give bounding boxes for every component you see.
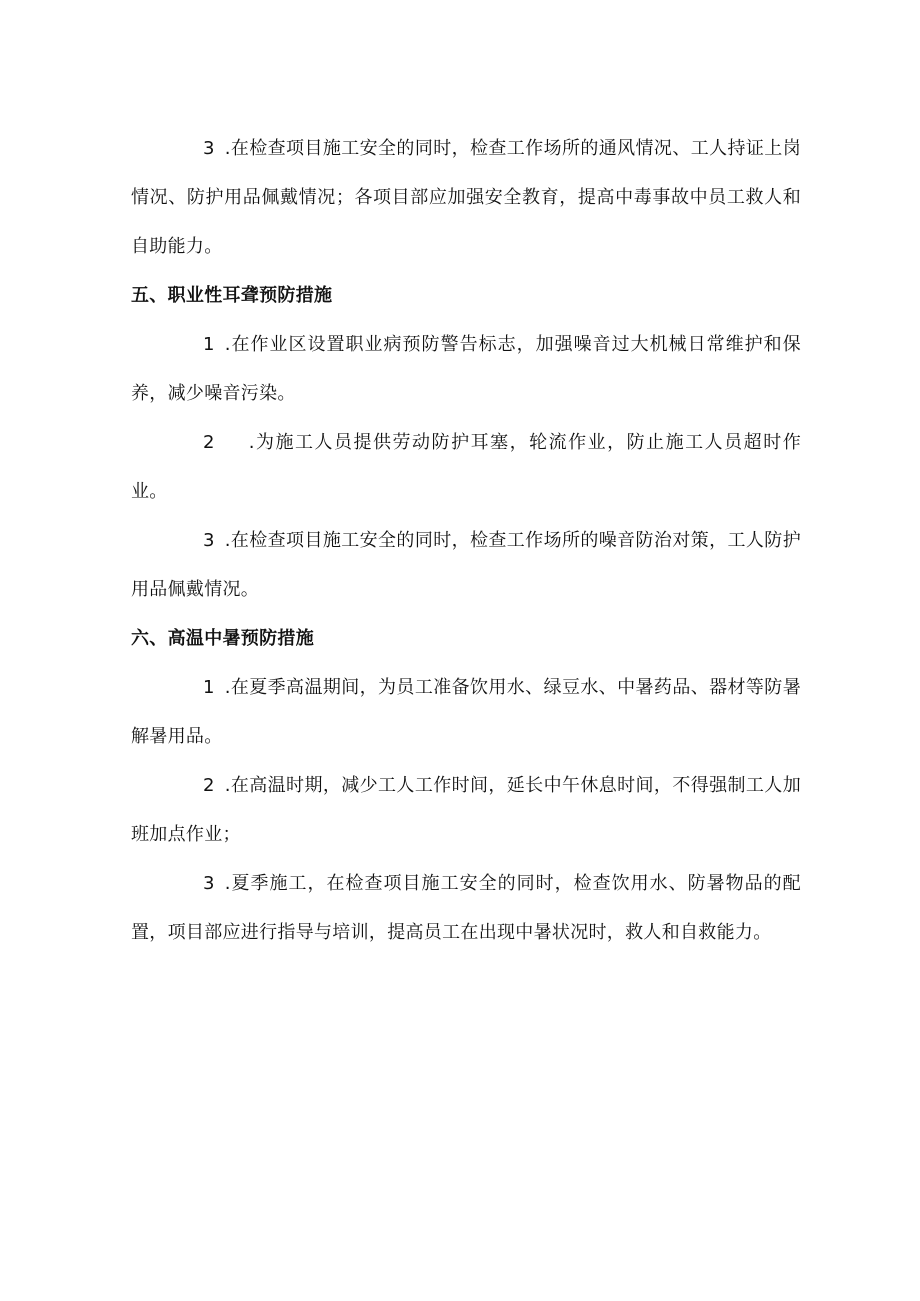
item-number: 2 [203, 432, 215, 453]
paragraph-text: .在检查项目施工安全的同时，检查工作场所的通风情况、工人持证上岗情况、防护用品佩戴情况；各项目部应加强安全教育，提高中毒事故中员工救人和自助能力。 [131, 138, 801, 257]
item-number: 2 [203, 775, 215, 796]
paragraph-3-noise-control [131, 516, 801, 614]
paragraph-text: .夏季施工，在检查项目施工安全的同时，检查饮用水、防暑物品的配置，项目部应进行指导与培训，提高员工在出现中暑状况时，救人和自救能力。 [131, 873, 801, 943]
item-number: 1 [203, 334, 215, 355]
section-heading-heatstroke: 六、高温中暑预防措施 [131, 628, 314, 649]
item-number: 3 [203, 530, 215, 551]
document-body [131, 124, 801, 957]
paragraph-3-ventilation [131, 124, 801, 271]
paragraph-text: .在夏季高温期间，为员工准备饮用水、绿豆水、中暑药品、器材等防暑解暑用品。 [131, 677, 801, 747]
paragraph-text: .在检查项目施工安全的同时，检查工作场所的噪音防治对策，工人防护用品佩戴情况。 [131, 530, 801, 600]
item-number: 3 [203, 138, 215, 159]
item-number: 1 [203, 677, 215, 698]
paragraph-1-warning-signs [131, 320, 801, 418]
paragraph-text: .在高温时期，减少工人工作时间，延长中午休息时间，不得强制工人加班加点作业； [131, 775, 801, 845]
paragraph-1-summer-supplies [131, 663, 801, 761]
paragraph-text: .在作业区设置职业病预防警告标志，加强噪音过大机械日常维护和保养，减少噪音污染。 [131, 334, 801, 404]
paragraph-text: .为施工人员提供劳动防护耳塞，轮流作业，防止施工人员超时作业。 [131, 432, 801, 502]
paragraph-3-summer-training [131, 859, 801, 957]
paragraph-2-work-hours [131, 761, 801, 859]
item-number: 3 [203, 873, 215, 894]
section-heading-occupational-deafness: 五、职业性耳聋预防措施 [131, 285, 333, 306]
paragraph-2-earplugs [131, 418, 801, 516]
